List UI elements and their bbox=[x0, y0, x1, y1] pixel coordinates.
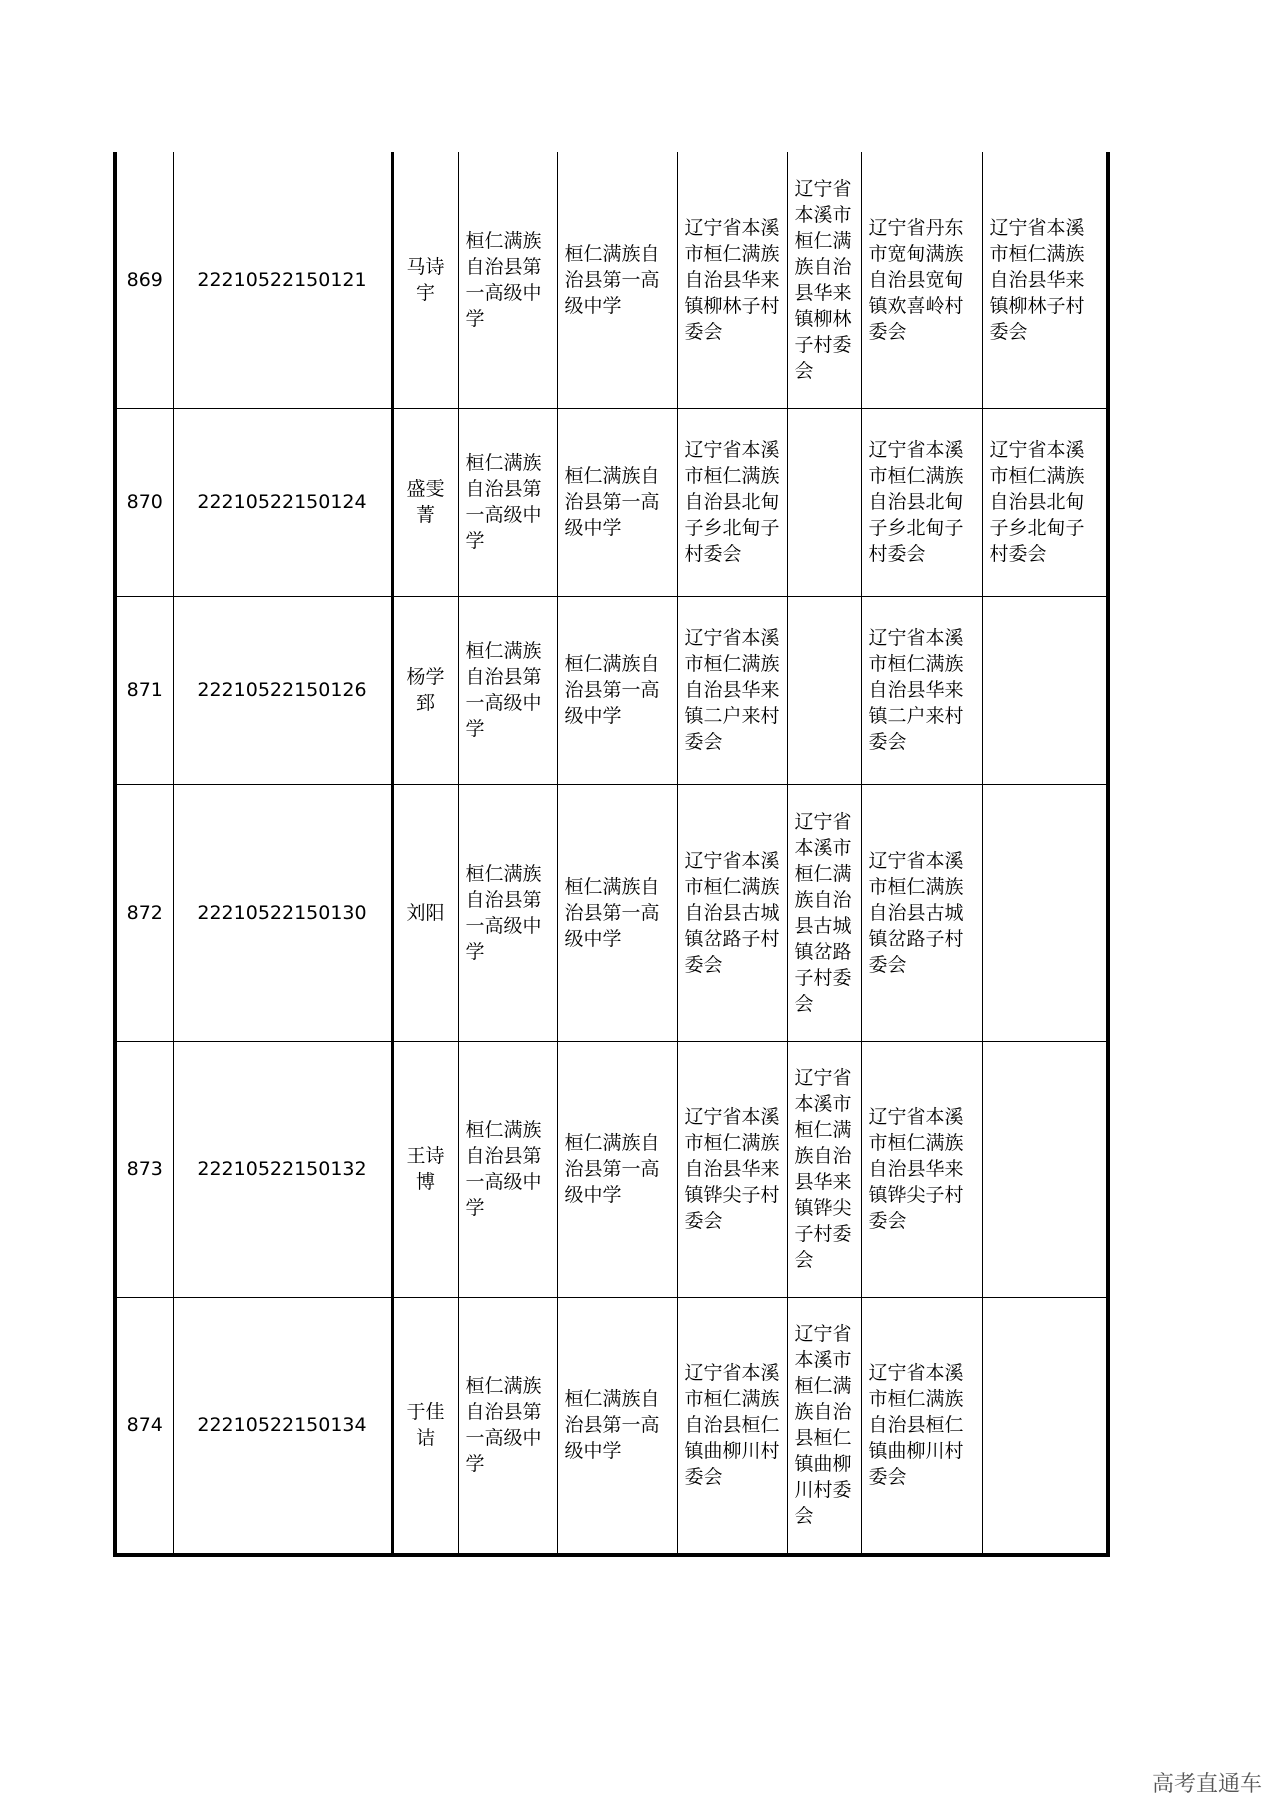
guardian-address-cell: 辽宁省本溪市桓仁满族自治县北甸子乡北甸子村委会 bbox=[861, 408, 982, 596]
candidate-id-cell: 22210522150126 bbox=[173, 596, 392, 784]
extra-address-cell bbox=[982, 1041, 1108, 1297]
parent-address-cell bbox=[787, 408, 861, 596]
school-registered-cell: 桓仁满族自治县第一高级中学 bbox=[557, 784, 677, 1041]
school-cell: 桓仁满族自治县第一高级中学 bbox=[458, 784, 557, 1041]
school-cell: 桓仁满族自治县第一高级中学 bbox=[458, 1041, 557, 1297]
household-address-cell: 辽宁省本溪市桓仁满族自治县华来镇柳林子村委会 bbox=[677, 152, 787, 408]
row-number-cell: 874 bbox=[115, 1297, 173, 1555]
table-row bbox=[115, 152, 1108, 408]
household-address-cell: 辽宁省本溪市桓仁满族自治县桓仁镇曲柳川村委会 bbox=[677, 1297, 787, 1555]
candidate-id-cell: 22210522150134 bbox=[173, 1297, 392, 1555]
extra-address-cell bbox=[982, 784, 1108, 1041]
candidate-id-cell: 22210522150130 bbox=[173, 784, 392, 1041]
watermark: 高考直通车 bbox=[1151, 1772, 1262, 1797]
parent-address-cell: 辽宁省本溪市桓仁满族自治县古城镇岔路子村委会 bbox=[787, 784, 861, 1041]
candidate-name-cell: 盛雯菁 bbox=[392, 408, 458, 596]
row-number-cell: 872 bbox=[115, 784, 173, 1041]
table-row bbox=[115, 596, 1108, 784]
extra-address-cell bbox=[982, 1297, 1108, 1555]
household-address-cell: 辽宁省本溪市桓仁满族自治县北甸子乡北甸子村委会 bbox=[677, 408, 787, 596]
roster-table bbox=[113, 152, 1110, 1557]
school-cell: 桓仁满族自治县第一高级中学 bbox=[458, 152, 557, 408]
school-cell: 桓仁满族自治县第一高级中学 bbox=[458, 1297, 557, 1555]
guardian-address-cell: 辽宁省丹东市宽甸满族自治县宽甸镇欢喜岭村委会 bbox=[861, 152, 982, 408]
extra-address-cell: 辽宁省本溪市桓仁满族自治县北甸子乡北甸子村委会 bbox=[982, 408, 1108, 596]
school-registered-cell: 桓仁满族自治县第一高级中学 bbox=[557, 1297, 677, 1555]
candidate-id-cell: 22210522150121 bbox=[173, 152, 392, 408]
school-registered-cell: 桓仁满族自治县第一高级中学 bbox=[557, 596, 677, 784]
table-row bbox=[115, 784, 1108, 1041]
candidate-name-cell: 王诗博 bbox=[392, 1041, 458, 1297]
extra-address-cell bbox=[982, 596, 1108, 784]
parent-address-cell: 辽宁省本溪市桓仁满族自治县华来镇铧尖子村委会 bbox=[787, 1041, 861, 1297]
school-registered-cell: 桓仁满族自治县第一高级中学 bbox=[557, 1041, 677, 1297]
table-row bbox=[115, 408, 1108, 596]
table-row bbox=[115, 1297, 1108, 1555]
table-row bbox=[115, 1041, 1108, 1297]
candidate-name-cell: 马诗宇 bbox=[392, 152, 458, 408]
guardian-address-cell: 辽宁省本溪市桓仁满族自治县桓仁镇曲柳川村委会 bbox=[861, 1297, 982, 1555]
row-number-cell: 871 bbox=[115, 596, 173, 784]
guardian-address-cell: 辽宁省本溪市桓仁满族自治县华来镇二户来村委会 bbox=[861, 596, 982, 784]
school-registered-cell: 桓仁满族自治县第一高级中学 bbox=[557, 152, 677, 408]
candidate-id-cell: 22210522150124 bbox=[173, 408, 392, 596]
extra-address-cell: 辽宁省本溪市桓仁满族自治县华来镇柳林子村委会 bbox=[982, 152, 1108, 408]
guardian-address-cell: 辽宁省本溪市桓仁满族自治县华来镇铧尖子村委会 bbox=[861, 1041, 982, 1297]
roster-sheet bbox=[113, 152, 1106, 1568]
row-number-cell: 873 bbox=[115, 1041, 173, 1297]
row-number-cell: 869 bbox=[115, 152, 173, 408]
school-registered-cell: 桓仁满族自治县第一高级中学 bbox=[557, 408, 677, 596]
household-address-cell: 辽宁省本溪市桓仁满族自治县华来镇铧尖子村委会 bbox=[677, 1041, 787, 1297]
candidate-id-cell: 22210522150132 bbox=[173, 1041, 392, 1297]
household-address-cell: 辽宁省本溪市桓仁满族自治县古城镇岔路子村委会 bbox=[677, 784, 787, 1041]
parent-address-cell: 辽宁省本溪市桓仁满族自治县桓仁镇曲柳川村委会 bbox=[787, 1297, 861, 1555]
parent-address-cell bbox=[787, 596, 861, 784]
guardian-address-cell: 辽宁省本溪市桓仁满族自治县古城镇岔路子村委会 bbox=[861, 784, 982, 1041]
candidate-name-cell: 杨学郅 bbox=[392, 596, 458, 784]
roster-body bbox=[115, 152, 1108, 1555]
school-cell: 桓仁满族自治县第一高级中学 bbox=[458, 596, 557, 784]
household-address-cell: 辽宁省本溪市桓仁满族自治县华来镇二户来村委会 bbox=[677, 596, 787, 784]
candidate-name-cell: 刘阳 bbox=[392, 784, 458, 1041]
school-cell: 桓仁满族自治县第一高级中学 bbox=[458, 408, 557, 596]
row-number-cell: 870 bbox=[115, 408, 173, 596]
parent-address-cell: 辽宁省本溪市桓仁满族自治县华来镇柳林子村委会 bbox=[787, 152, 861, 408]
candidate-name-cell: 于佳诘 bbox=[392, 1297, 458, 1555]
